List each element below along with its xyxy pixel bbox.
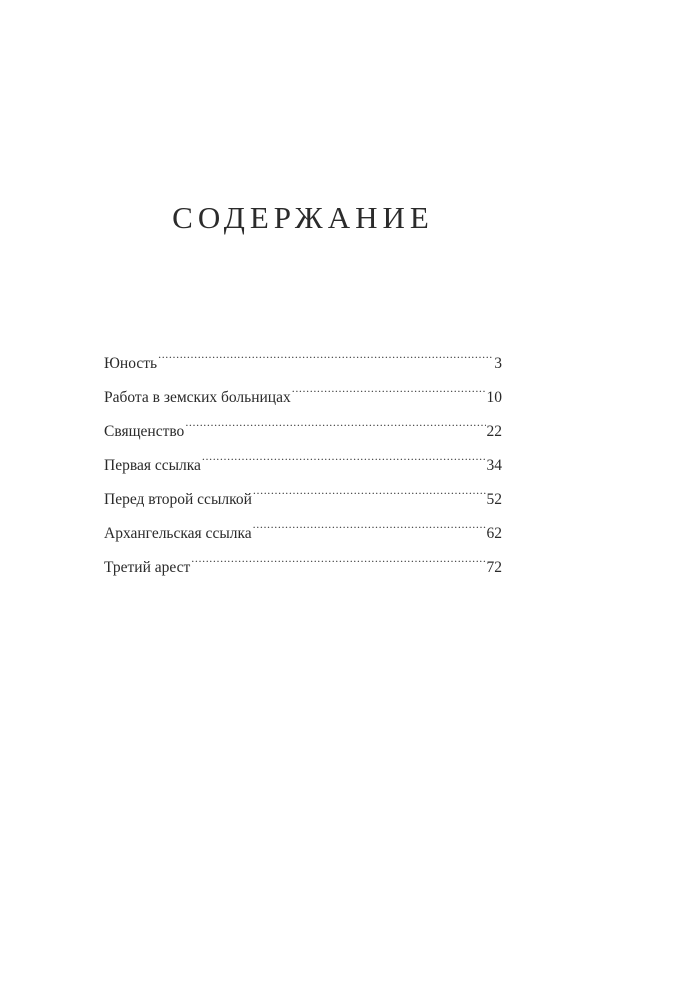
toc-entry-title: Священство xyxy=(104,423,185,440)
toc-entry-page-number: 10 xyxy=(486,389,502,406)
dot-leader xyxy=(253,470,486,504)
toc-entry-title: Архангельская ссылка xyxy=(104,525,252,542)
toc-entry xyxy=(104,334,502,372)
table-of-contents xyxy=(104,334,502,576)
toc-entry-title: Перед второй ссылкой xyxy=(104,491,252,508)
toc-entry-page-number: 52 xyxy=(486,491,502,508)
toc-entry-page-number: 34 xyxy=(486,457,502,474)
dot-leader xyxy=(185,402,485,436)
toc-entry-page-number: 22 xyxy=(486,423,502,440)
dot-leader xyxy=(253,504,486,538)
toc-entry-title: Первая ссылка xyxy=(104,457,201,474)
toc-entry-page-number: 3 xyxy=(494,355,502,372)
dot-leader xyxy=(191,538,485,572)
page-title: СОДЕРЖАНИЕ xyxy=(172,200,434,235)
toc-entry-page-number: 62 xyxy=(486,525,502,542)
toc-entry-title: Юность xyxy=(104,355,158,372)
dot-leader xyxy=(202,436,486,470)
toc-entry-title: Третий арест xyxy=(104,559,191,576)
toc-entry-title: Работа в земских больницах xyxy=(104,389,291,406)
toc-entry xyxy=(104,368,502,406)
toc-entry-page-number: 72 xyxy=(486,559,502,576)
dot-leader xyxy=(292,368,486,402)
dot-leader xyxy=(158,334,493,368)
